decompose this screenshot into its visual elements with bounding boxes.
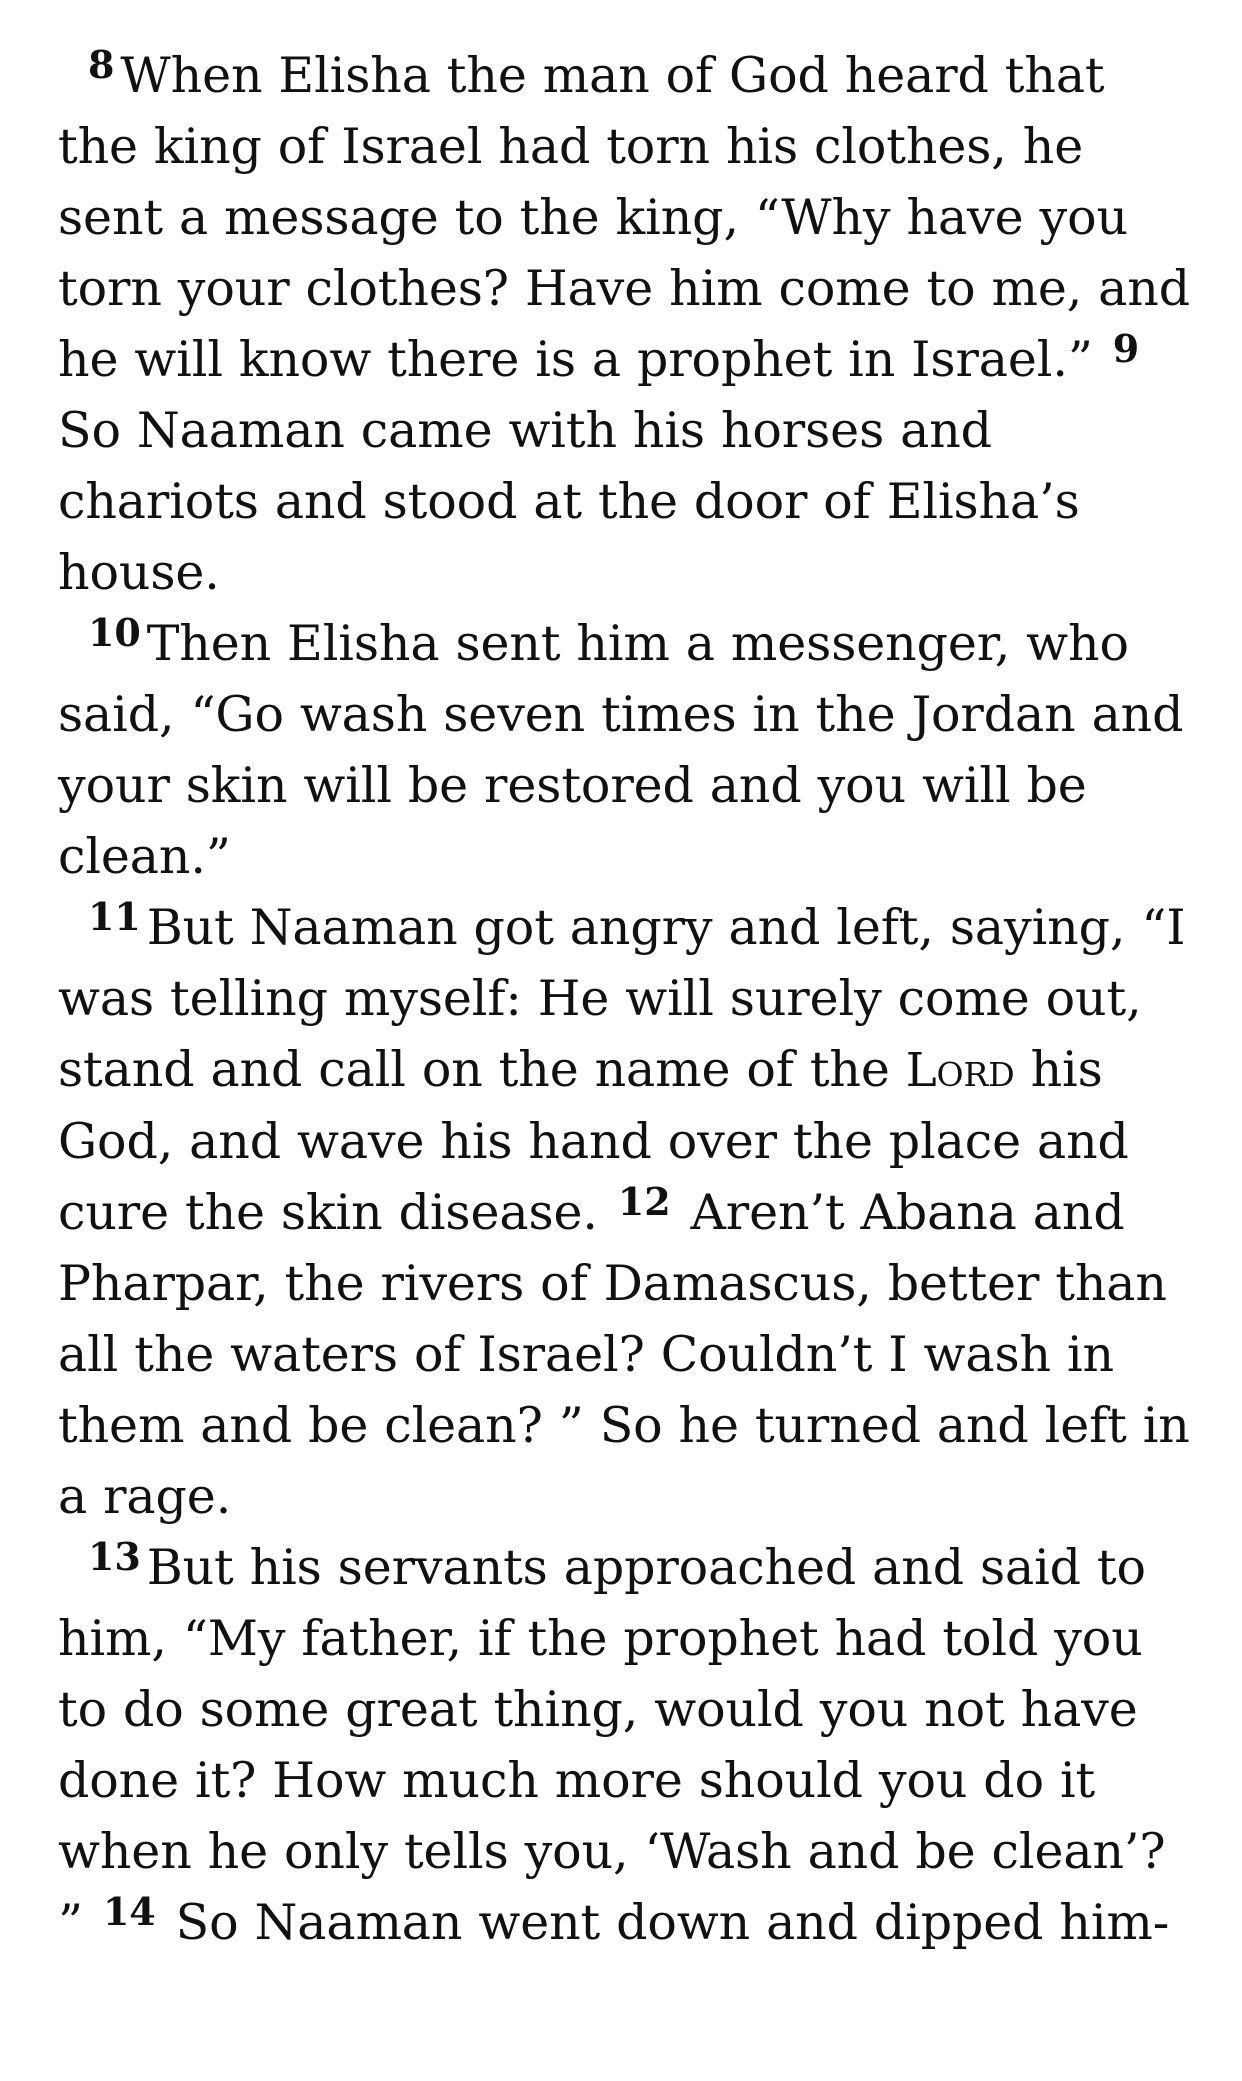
passage-paragraph — [58, 40, 1196, 608]
passage-text: Aren’t Abana and Pharpar, the rivers of Damascus, better than all the waters of Israel? Couldn’t I wash in them and be clean? ” So he turned and left in a rage. — [58, 1184, 1190, 1525]
passage-text: When Elisha the man of God heard that the king of Israel had torn his clothes, he sent a message to the king, “Why have you torn your clothes? Have him come to me, and he will know there is a prophet in Israel.” — [58, 47, 1191, 388]
passage-paragraph — [58, 608, 1196, 892]
scripture-passage — [58, 40, 1196, 1958]
passage-paragraph — [58, 892, 1196, 1532]
passage-text: So Naaman came with his horses and chariots and stood at the door of Elisha’s house. — [58, 402, 1080, 601]
passage-text: Then Elisha sent him a messenger, who said, “Go wash seven times in the Jordan and your skin will be restored and you will be clean.” — [58, 615, 1184, 885]
verse-number: 11 — [88, 894, 141, 939]
verse-number: 12 — [617, 1179, 671, 1224]
verse-number: 14 — [102, 1889, 156, 1934]
passage-text: his God, and wave his hand over the place and cure the skin disease. — [58, 1041, 1129, 1241]
passage-text: But his servants approached and said to him, “My father, if the prophet had told you to do some great thing, would you not have done it? How much more should you do it when he only tells you, ‘Wash and be clean’? ” — [58, 1539, 1166, 1951]
passage-paragraph — [58, 1532, 1196, 1958]
verse-number: 13 — [88, 1534, 141, 1579]
verse-number: 10 — [88, 610, 141, 655]
divine-name: Lord — [905, 1043, 1015, 1097]
passage-text: So Naaman went down and dipped him- — [159, 1894, 1170, 1951]
verse-number: 9 — [1112, 326, 1140, 371]
passage-text: But Naaman got angry and left, saying, “I was telling myself: He will surely come out, stand and call on the name of the — [58, 899, 1186, 1098]
verse-number: 8 — [88, 42, 115, 87]
